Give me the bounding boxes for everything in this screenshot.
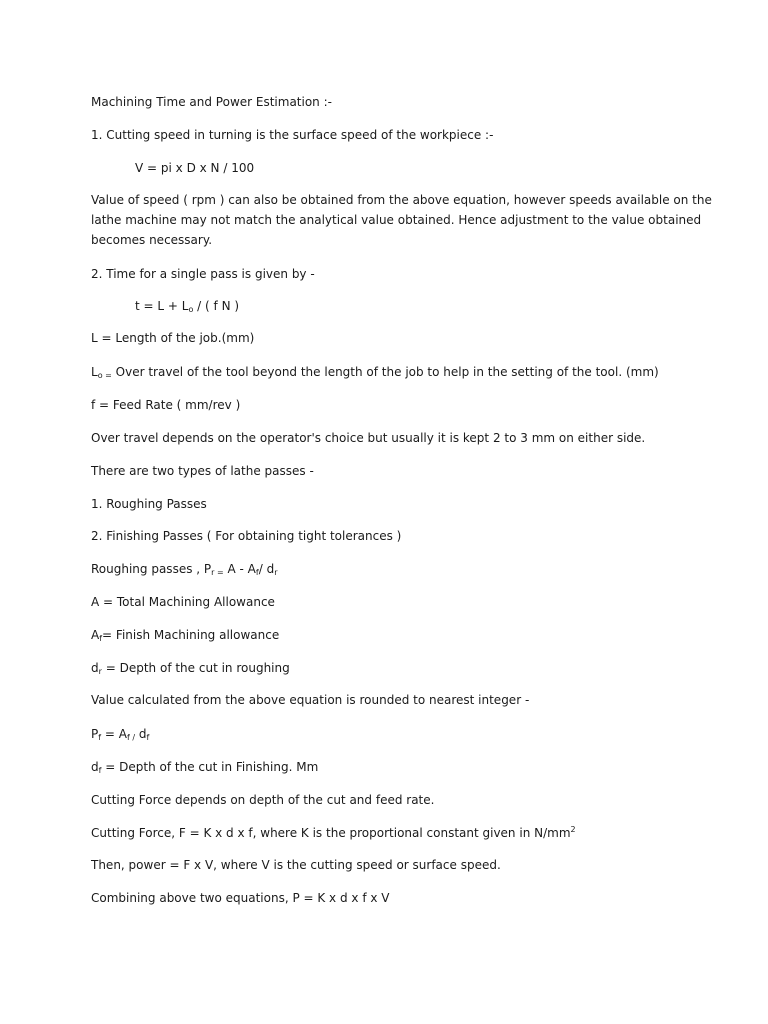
over-travel-note: Over travel depends on the operator's choice but usually it is kept 2 to 3 mm on either side. — [91, 431, 646, 445]
definition-roughing-depth: $d_r$ = Depth of the cut in roughing — [91, 661, 290, 676]
section-2-heading: 2. Time for a single pass is given by - — [91, 267, 315, 281]
definition-feed-rate: f = Feed Rate ( mm/rev ) — [91, 398, 241, 412]
cutting-force-equation: Cutting Force, F = K x d x f, where K is the proportional constant given in $N/mm^2$ — [91, 825, 576, 840]
definition-finish-allowance: $A_f=$ Finish Machining allowance — [91, 628, 280, 643]
combined-equation: Combining above two equations, P = K x d x f x V — [91, 891, 390, 905]
definition-length: L = Length of the job.(mm) — [91, 331, 255, 345]
power-equation: Then, power = F x V, where V is the cutting speed or surface speed. — [91, 858, 501, 872]
speed-note-line-1: Value of speed ( rpm ) can also be obtained from the above equation, however speeds available on the — [91, 193, 712, 207]
pass-type-finishing: 2. Finishing Passes ( For obtaining tight tolerances ) — [91, 529, 402, 543]
speed-note-line-2: lathe machine may not match the analytical value obtained. Hence adjustment to the value obtained — [91, 213, 702, 227]
roughing-passes-equation: Roughing passes , $P_{r =}$ A - $A_f/$ $d_r$ — [91, 562, 278, 577]
document-title: Machining Time and Power Estimation :- — [91, 95, 332, 109]
rounding-note: Value calculated from the above equation is rounded to nearest integer - — [91, 693, 530, 707]
speed-note-line-3: becomes necessary. — [91, 233, 213, 247]
section-1-heading: 1. Cutting speed in turning is the surface speed of the workpiece :- — [91, 128, 494, 142]
cutting-force-note: Cutting Force depends on depth of the cut and feed rate. — [91, 793, 435, 807]
pass-type-roughing: 1. Roughing Passes — [91, 497, 207, 511]
pass-types-intro: There are two types of lathe passes - — [91, 464, 314, 478]
definition-total-allowance: A = Total Machining Allowance — [91, 595, 275, 609]
speed-equation: V = pi x D x N / 100 — [135, 161, 255, 175]
definition-finishing-depth: $d_f$ = Depth of the cut in Finishing. Mm — [91, 760, 319, 775]
definition-over-travel: $L_{o =}$ Over travel of the tool beyond the length of the job to help in the setting of the tool. (mm) — [91, 365, 659, 380]
finishing-passes-equation: $P_f = A_{f /}$ $d_f$ — [91, 727, 150, 742]
time-equation: $t = L + L_o$ / ( f N ) — [135, 299, 240, 314]
